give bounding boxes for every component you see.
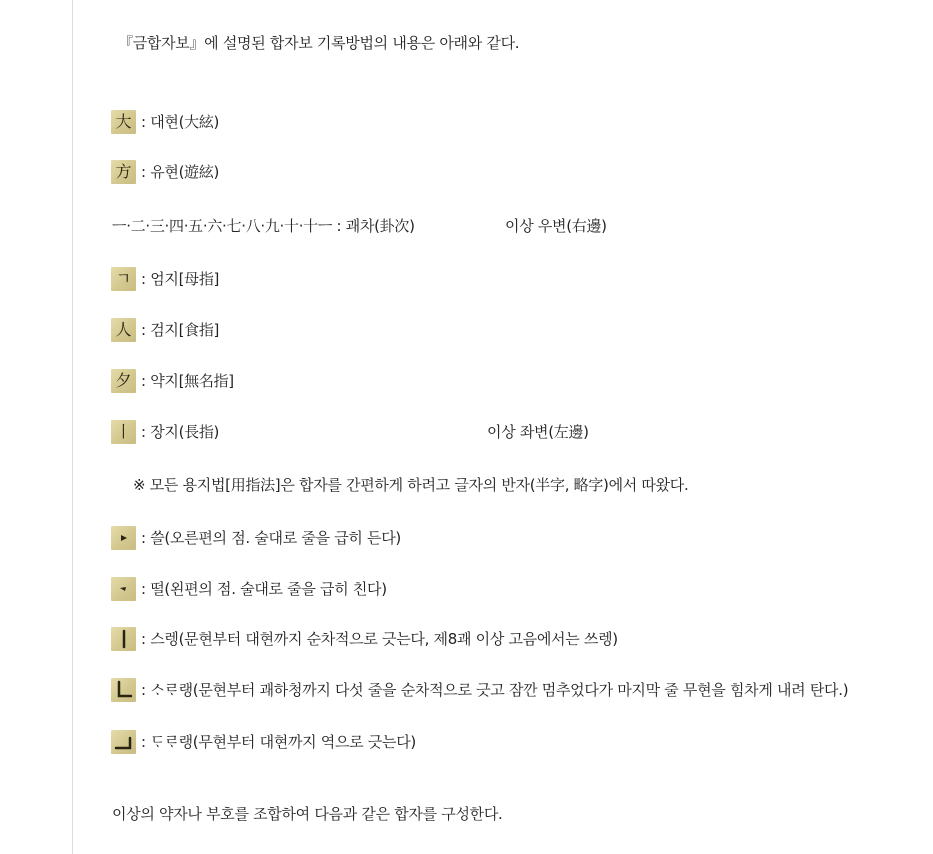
seureuraeng-label: : ᄉᆞᄅᆞ랭(문현부터 괘하청까지 다섯 줄을 순차적으로 긋고 잠깐 멈추었다가 마지막 줄 무현을 힘차게 내려 탄다.) <box>141 681 849 699</box>
vertical-stroke-glyph-icon <box>111 627 136 651</box>
corner-stroke-glyph-icon <box>111 678 136 702</box>
dureuraeng-label: : ᄃᆞᄅᆞ랭(무현부터 대현까지 역으로 긋는다) <box>141 733 416 751</box>
dot-left-glyph-icon <box>111 577 136 601</box>
ring-finger-label: : 약지[無名指] <box>141 372 234 390</box>
seureng-label: : 스렝(문현부터 대현까지 순차적으로 긋는다, 제8괘 이상 고음에서는 쓰렝) <box>141 630 618 648</box>
daehyeon-glyph-icon: 大 <box>111 110 136 134</box>
closing-paragraph: 이상의 약자나 부호를 조합하여 다음과 같은 합자를 구성한다. <box>112 805 503 823</box>
intro-paragraph: 『금합자보』에 설명된 합자보 기록방법의 내용은 아래와 같다. <box>118 34 520 52</box>
under-stroke-glyph-icon <box>111 730 136 754</box>
ring-finger-glyph-icon: 夕 <box>111 369 136 393</box>
left-side-note: 이상 좌변(左邊) <box>487 423 589 441</box>
thumb-glyph-icon: ㄱ <box>111 267 136 291</box>
daehyeon-label: : 대현(大絃) <box>141 113 220 131</box>
thumb-label: : 엄지[母指] <box>141 270 220 288</box>
right-side-note: 이상 우변(右邊) <box>505 217 607 235</box>
yuhyeon-label: : 유현(遊絃) <box>141 163 220 181</box>
tteol-label: : 떨(왼편의 점. 술대로 줄을 급히 친다) <box>141 580 387 598</box>
middle-finger-label: : 장지(長指) <box>141 423 220 441</box>
index-finger-label: : 검지[食指] <box>141 321 220 339</box>
yuhyeon-glyph-icon: 方 <box>111 160 136 184</box>
index-finger-glyph-icon: 人 <box>111 318 136 342</box>
footnote: ※ 모든 용지법[用指法]은 합자를 간편하게 하려고 글자의 반자(半字, 略字)에서 따왔다. <box>133 476 689 494</box>
sseul-label: : 쓸(오른편의 점. 술대로 줄을 급히 든다) <box>141 529 401 547</box>
gwaecha-label: ㅡ·二·三·四·五·六·七·八·九·十·十ㅡ : 괘차(卦次) <box>112 217 415 235</box>
middle-finger-glyph-icon: 丨 <box>111 420 136 444</box>
left-border-rule <box>72 0 73 854</box>
dot-right-glyph-icon <box>111 526 136 550</box>
